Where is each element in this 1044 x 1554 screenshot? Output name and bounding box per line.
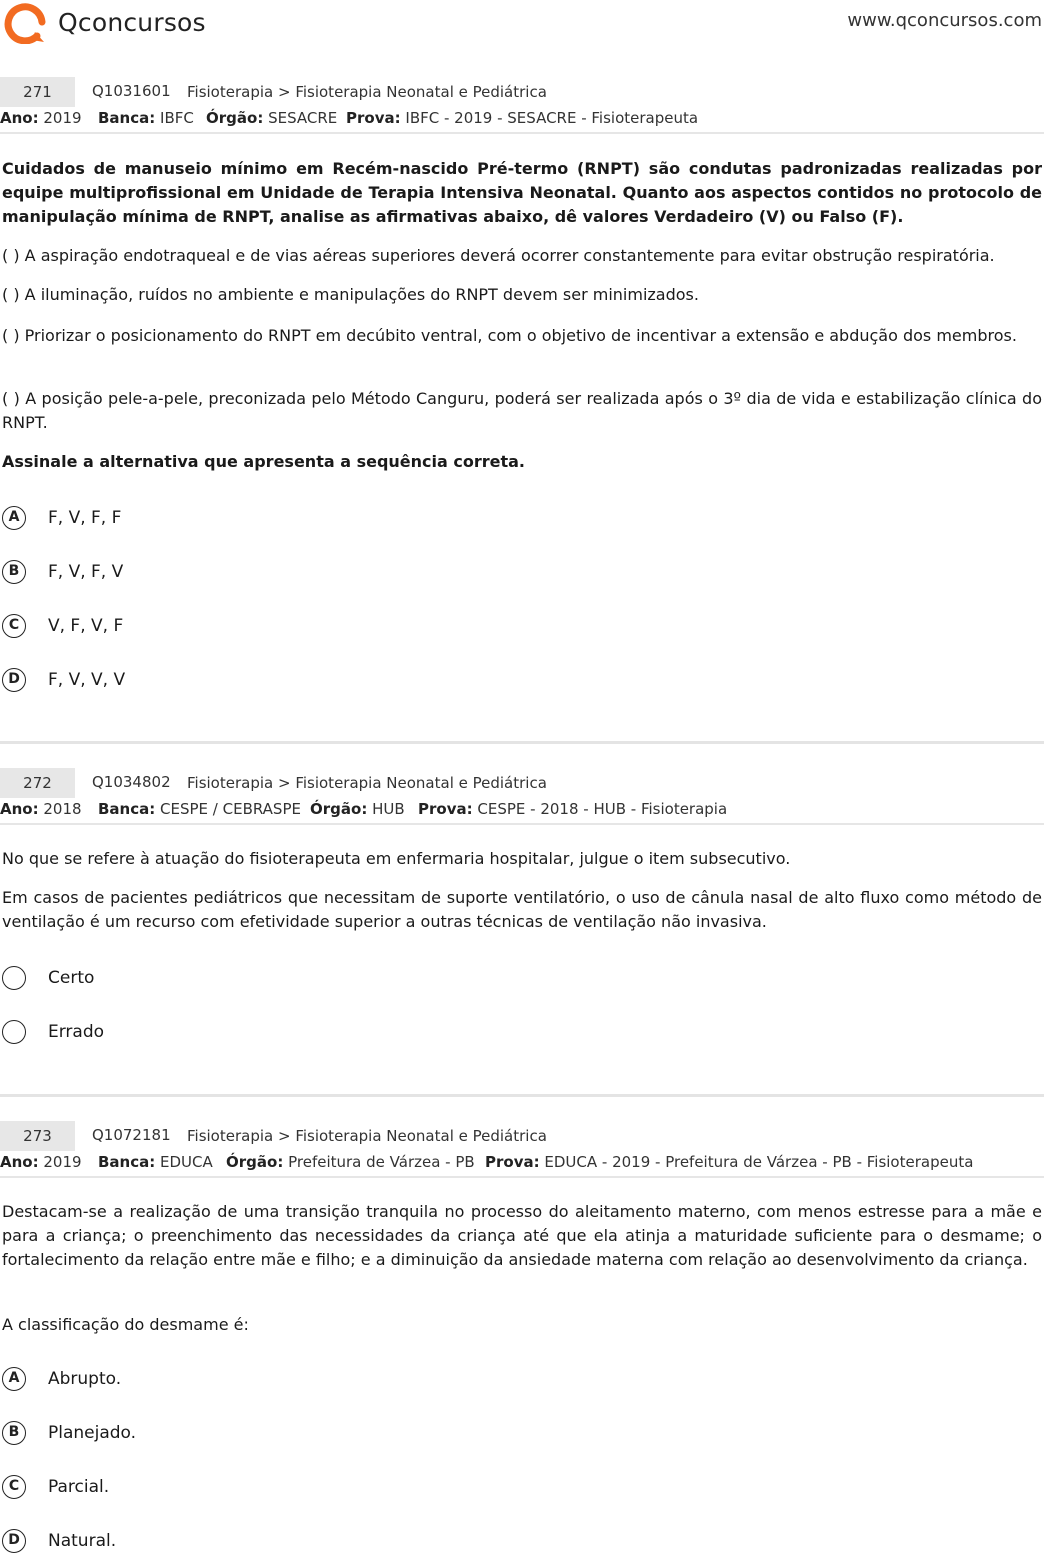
question-271 bbox=[0, 77, 1044, 134]
question-header bbox=[0, 77, 1044, 109]
option-text[interactable]: Errado bbox=[48, 1022, 105, 1042]
statement-item: ( ) A posição pele-a-pele, preconizada pelo Método Canguru, poderá ser realizada após o 3º dia de vida e estabilização clínica do RNPT. bbox=[2, 389, 1042, 432]
question-number: 271 bbox=[0, 77, 75, 107]
meta-banca: Banca: IBFC bbox=[98, 109, 194, 127]
question-statement: Cuidados de manuseio mínimo em Recém-nascido Pré-termo (RNPT) são condutas padronizadas realizadas por equipe multiprofissional em Unidade de Terapia Intensiva Neonatal. Quanto aos aspectos contidos no protocolo de manipulação mínima de RNPT, analise as afirmativas abaixo, dê valores Verdadeiro (V) ou Falso (F). bbox=[2, 159, 1042, 226]
meta-prova: Prova: EDUCA - 2019 - Prefeitura de Várzea - PB - Fisioterapeuta bbox=[485, 1153, 974, 1171]
option-letter-b[interactable]: B bbox=[2, 1421, 26, 1445]
option-text[interactable]: Natural. bbox=[48, 1531, 117, 1551]
meta-prova: Prova: IBFC - 2019 - SESACRE - Fisioterapeuta bbox=[346, 109, 699, 127]
question-subject[interactable]: Fisioterapia > Fisioterapia Neonatal e Pediátrica bbox=[187, 83, 547, 101]
question-statement: Destacam-se a realização de uma transição tranquila no processo do aleitamento materno, com menos estresse para a mãe e para a criança; o preenchimento das necessidades da criança até que ela atinja a maturidade suficiente para o desmame; o fortalecimento da relação entre mãe e filho; e a diminuição da ansiedade materna com relação ao desenvolvimento da criança. bbox=[2, 1202, 1042, 1269]
option-letter-b[interactable]: B bbox=[2, 560, 26, 584]
question-id-link[interactable]: Q1072181 bbox=[92, 1126, 171, 1144]
question-273 bbox=[0, 1121, 1044, 1178]
question-intro: No que se refere à atuação do fisioterapeuta em enfermaria hospitalar, julgue o item subsecutivo. bbox=[2, 849, 791, 868]
question-number: 272 bbox=[0, 768, 75, 798]
meta-prova: Prova: CESPE - 2018 - HUB - Fisioterapia bbox=[418, 800, 728, 818]
option-letter-c[interactable]: C bbox=[2, 1475, 26, 1499]
question-subject[interactable]: Fisioterapia > Fisioterapia Neonatal e Pediátrica bbox=[187, 774, 547, 792]
question-id-link[interactable]: Q1034802 bbox=[92, 773, 171, 791]
meta-banca: Banca: EDUCA bbox=[98, 1153, 213, 1171]
option-text[interactable]: V, F, V, F bbox=[48, 616, 124, 636]
meta-ano: Ano: 2019 bbox=[0, 1153, 82, 1171]
question-id-link[interactable]: Q1031601 bbox=[92, 82, 171, 100]
statement-item: ( ) A iluminação, ruídos no ambiente e manipulações do RNPT devem ser minimizados. bbox=[2, 285, 699, 304]
meta-orgao: Órgão: Prefeitura de Várzea - PB bbox=[226, 1153, 475, 1171]
meta-orgao: Órgão: SESACRE bbox=[206, 109, 338, 127]
option-text[interactable]: Abrupto. bbox=[48, 1369, 122, 1389]
question-272 bbox=[0, 768, 1044, 825]
option-letter-a[interactable]: A bbox=[2, 506, 26, 530]
meta-ano: Ano: 2018 bbox=[0, 800, 82, 818]
page-header bbox=[0, 0, 1044, 46]
qconcursos-logo-icon[interactable] bbox=[2, 0, 48, 44]
divider bbox=[0, 132, 1044, 134]
radio-circle[interactable] bbox=[2, 1020, 26, 1044]
option-text[interactable]: Certo bbox=[48, 968, 95, 988]
question-header bbox=[0, 768, 1044, 800]
option-text[interactable]: F, V, F, V bbox=[48, 562, 124, 582]
option-letter-d[interactable]: D bbox=[2, 1529, 26, 1553]
question-meta bbox=[0, 109, 1044, 131]
question-number: 273 bbox=[0, 1121, 75, 1151]
question-separator bbox=[0, 741, 1044, 744]
option-letter-c[interactable]: C bbox=[2, 614, 26, 638]
question-meta bbox=[0, 800, 1044, 822]
question-separator bbox=[0, 1094, 1044, 1097]
meta-ano: Ano: 2019 bbox=[0, 109, 82, 127]
option-letter-a[interactable]: A bbox=[2, 1367, 26, 1391]
statement-item: ( ) Priorizar o posicionamento do RNPT em decúbito ventral, com o objetivo de incentivar a extensão e abdução dos membros. bbox=[2, 326, 1017, 345]
question-command: Assinale a alternativa que apresenta a sequência correta. bbox=[2, 452, 525, 471]
statement-item: ( ) A aspiração endotraqueal e de vias aéreas superiores deverá ocorrer constantemente para evitar obstrução respiratória. bbox=[2, 246, 995, 265]
option-text[interactable]: Parcial. bbox=[48, 1477, 110, 1497]
site-url[interactable]: www.qconcursos.com bbox=[847, 10, 1042, 31]
meta-orgao: Órgão: HUB bbox=[310, 800, 405, 818]
option-text[interactable]: F, V, V, V bbox=[48, 670, 126, 690]
meta-banca: Banca: CESPE / CEBRASPE bbox=[98, 800, 301, 818]
question-statement: Em casos de pacientes pediátricos que necessitam de suporte ventilatório, o uso de cânula nasal de alto fluxo como método de ventilação é um recurso com efetividade superior a outras técnicas de ventilação não invasiva. bbox=[2, 888, 1042, 931]
option-letter-d[interactable]: D bbox=[2, 668, 26, 692]
question-header bbox=[0, 1121, 1044, 1153]
logo-text[interactable]: Qconcursos bbox=[58, 8, 206, 37]
option-text[interactable]: F, V, F, F bbox=[48, 508, 122, 528]
question-command: A classificação do desmame é: bbox=[2, 1315, 249, 1334]
option-text[interactable]: Planejado. bbox=[48, 1423, 137, 1443]
radio-circle[interactable] bbox=[2, 966, 26, 990]
question-meta bbox=[0, 1153, 1044, 1175]
question-subject[interactable]: Fisioterapia > Fisioterapia Neonatal e Pediátrica bbox=[187, 1127, 547, 1145]
divider bbox=[0, 823, 1044, 825]
divider bbox=[0, 1176, 1044, 1178]
